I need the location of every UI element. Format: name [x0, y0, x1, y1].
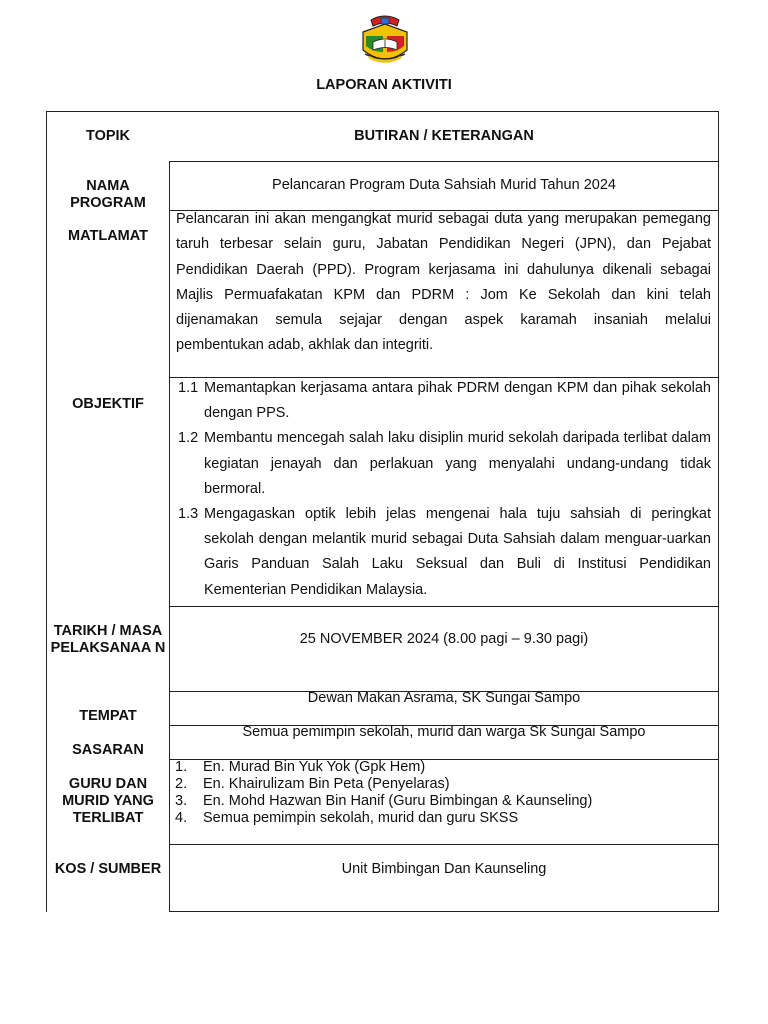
guru-item — [175, 793, 715, 810]
value-nama-program: Pelancaran Program Duta Sahsiah Murid Tahun 2024 — [272, 177, 616, 193]
header-topik: TOPIK — [85, 128, 131, 144]
objective-text: Memantapkan kerjasama antara pihak PDRM dengan KPM dan pihak sekolah dengan PPS. — [204, 380, 711, 422]
label-kos-sumber: KOS / SUMBER — [54, 861, 162, 877]
value-sasaran: Semua pemimpin sekolah, murid dan warga Sk Sungai Sampo — [242, 724, 646, 740]
label-nama-program: NAMA PROGRAM — [70, 178, 146, 211]
guru-text: En. Murad Bin Yuk Yok (Gpk Hem) — [203, 759, 426, 775]
objective-item — [178, 376, 711, 426]
label-sasaran: SASARAN — [72, 742, 144, 758]
value-kos-sumber: Unit Bimbingan Dan Kaunseling — [341, 861, 547, 877]
guru-number: 1. — [175, 759, 188, 775]
guru-item — [175, 810, 715, 827]
guru-number: 3. — [175, 793, 188, 809]
guru-text: Semua pemimpin sekolah, murid dan guru SKSS — [203, 810, 519, 826]
label-tempat: TEMPAT — [79, 708, 137, 724]
guru-number: 2. — [175, 776, 188, 792]
label-objektif: OBJEKTIF — [72, 396, 144, 412]
guru-text: En. Khairulizam Bin Peta (Penyelaras) — [203, 776, 450, 792]
document-title: LAPORAN AKTIVITI — [316, 77, 452, 93]
guru-list — [175, 759, 715, 827]
guru-text: En. Mohd Hazwan Bin Hanif (Guru Bimbingan & Kaunseling) — [203, 793, 593, 809]
objective-number: 1.2 — [178, 430, 199, 447]
school-crest-logo — [357, 12, 413, 68]
label-guru-murid: GURU DAN MURID YANG TERLIBAT — [62, 776, 154, 826]
objective-text: Mengagaskan optik lebih jelas mengenai hala tuju sahsiah di peringkat sekolah dengan melantik murid sebagai Duta Sahsiah dalam menguar-uarkan Garis Panduan Salah Laku Seksual dan Buli di Institusi Pendidikan Kementerian Pendidikan Malaysia. — [204, 506, 711, 598]
objective-number: 1.1 — [178, 380, 199, 396]
objective-text: Membantu mencegah salah laku disiplin murid sekolah daripada terlibat dalam kegiatan jenayah dan perlakuan yang menyalahi undang-undang tidak bermoral. — [204, 430, 711, 497]
label-matlamat: MATLAMAT — [68, 228, 148, 244]
guru-item — [175, 776, 715, 793]
guru-item — [175, 759, 715, 776]
value-tempat: Dewan Makan Asrama, SK Sungai Sampo — [307, 690, 581, 706]
objective-item — [178, 502, 711, 603]
value-tarikh-masa: 25 NOVEMBER 2024 (8.00 pagi – 9.30 pagi) — [299, 631, 589, 647]
guru-number: 4. — [175, 810, 188, 826]
label-tarikh-masa: TARIKH / MASA PELAKSANAA N — [50, 623, 166, 656]
header-butiran: BUTIRAN / KETERANGAN — [354, 128, 534, 144]
objective-item — [178, 426, 711, 502]
objective-number: 1.3 — [178, 506, 199, 523]
objective-list — [178, 376, 711, 603]
value-matlamat: Pelancaran ini akan mengangkat murid sebagai duta yang merupakan pemegang taruh terbesar selain guru, Jabatan Pendidikan Negeri (JPN), dan Pejabat Pendidikan Daerah (PPD). Program kerjasama ini dahulunya dikenali sebagai Majlis Permuafakatan KPM dan PDRM : Jom Ke Sekolah dan kini telah dijenamakan semula sejajar dengan aspek karamah insaniah melalui pembentukan adab, akhlak dan integriti. — [176, 211, 711, 354]
